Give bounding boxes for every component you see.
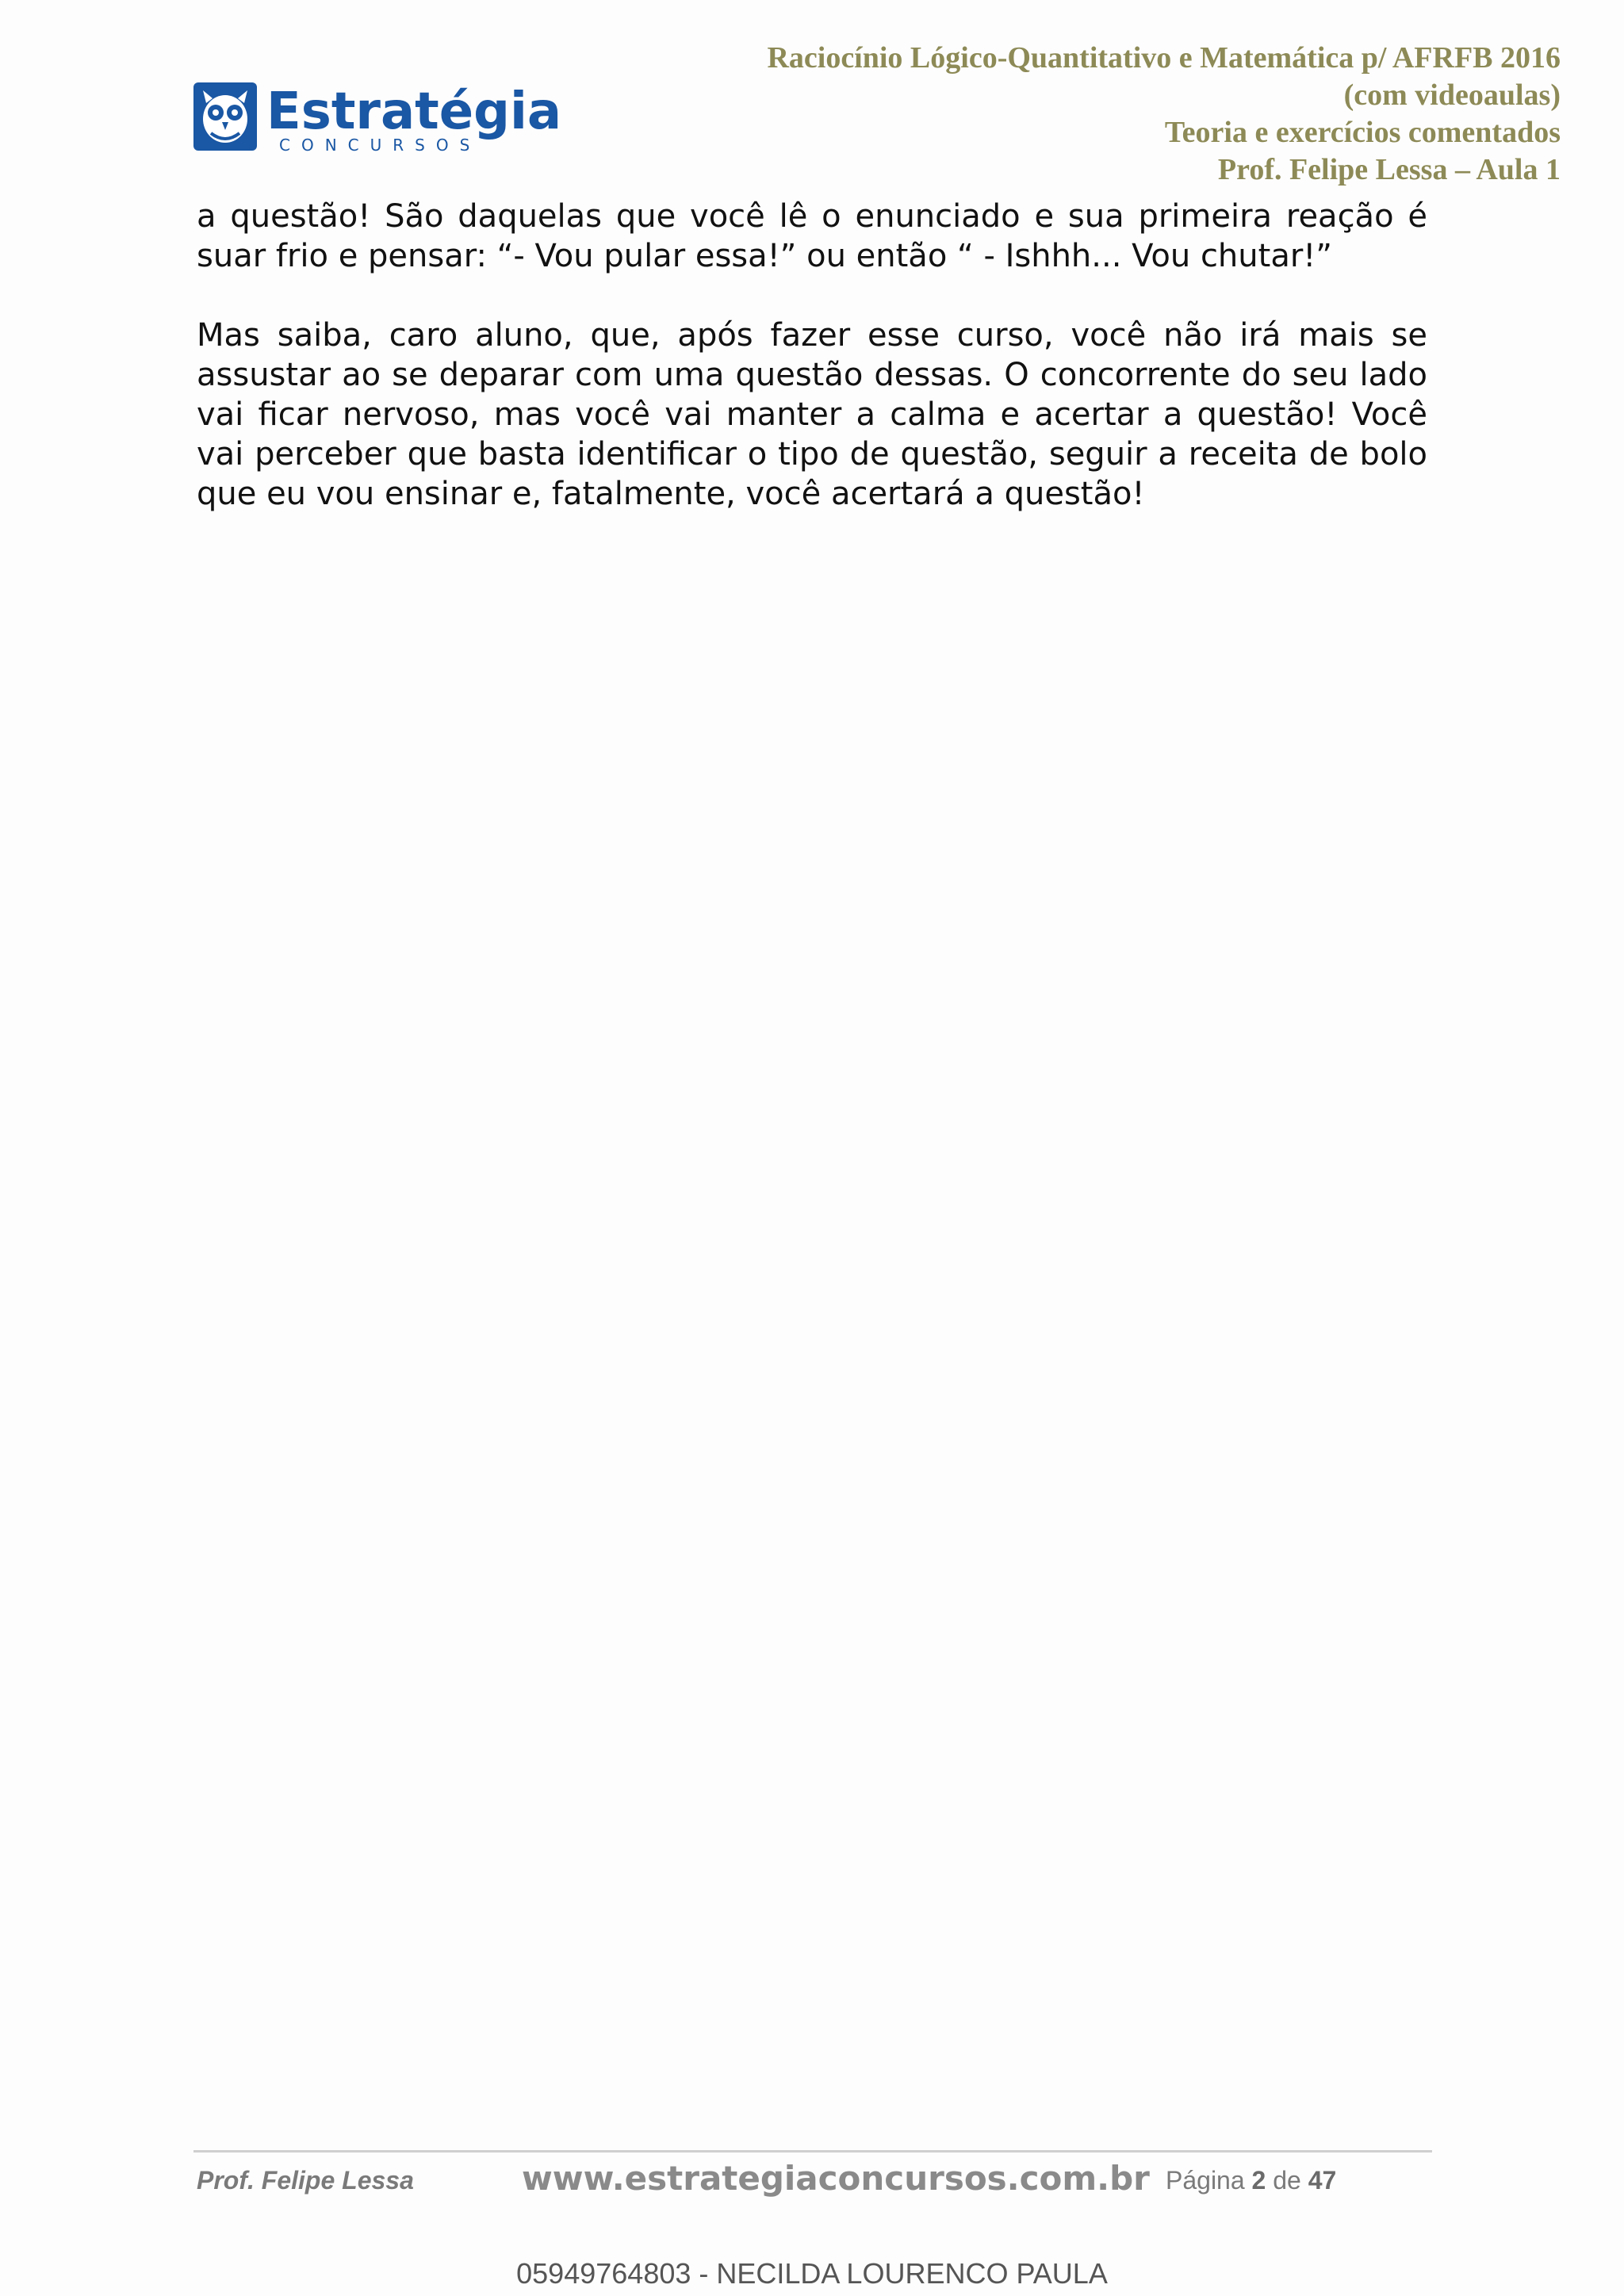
page-body bbox=[197, 197, 1427, 553]
estrategia-logo bbox=[193, 79, 566, 155]
paragraph: a questão! São daquelas que você lê o enunciado e sua primeira reação é suar frio e pensar: “- Vou pular essa!” ou então “ - Ishhh... Vou chutar!” bbox=[197, 198, 1427, 274]
page-of: de bbox=[1273, 2166, 1301, 2195]
page-label: Página bbox=[1166, 2166, 1245, 2195]
course-lesson: Prof. Felipe Lessa – Aula 1 bbox=[1217, 153, 1561, 186]
course-description: Teoria e exercícios comentados bbox=[1164, 116, 1561, 149]
license-watermark: 05949764803 - NECILDA LOURENCO PAULA bbox=[516, 2257, 1108, 2290]
owl-logo-icon bbox=[193, 79, 566, 155]
page-number bbox=[1166, 2164, 1336, 2196]
course-title: Raciocínio Lógico-Quantitativo e Matemática p/ AFRFB 2016 bbox=[767, 41, 1561, 75]
logo-subtext: CONCURSOS bbox=[279, 136, 481, 155]
course-subtitle: (com videoaulas) bbox=[1343, 78, 1561, 112]
footer-author: Prof. Felipe Lessa bbox=[197, 2166, 414, 2195]
logo-wordmark: Estratégia bbox=[266, 82, 562, 141]
page-current: 2 bbox=[1251, 2166, 1266, 2195]
paragraph: Mas saiba, caro aluno, que, após fazer esse curso, você não irá mais se assustar ao se deparar com uma questão dessas. O concorrente do seu lado vai ficar nervoso, mas você vai manter a calma e acertar a questão! Você vai perceber que basta identificar o tipo de questão, seguir a receita de bolo que eu vou ensinar e, fatalmente, você acertará a questão! bbox=[197, 317, 1427, 512]
footer-divider bbox=[193, 2150, 1432, 2152]
course-header bbox=[609, 40, 1561, 189]
footer-website-link[interactable]: www.estrategiaconcursos.com.br bbox=[522, 2159, 1150, 2198]
page-total: 47 bbox=[1308, 2166, 1337, 2195]
